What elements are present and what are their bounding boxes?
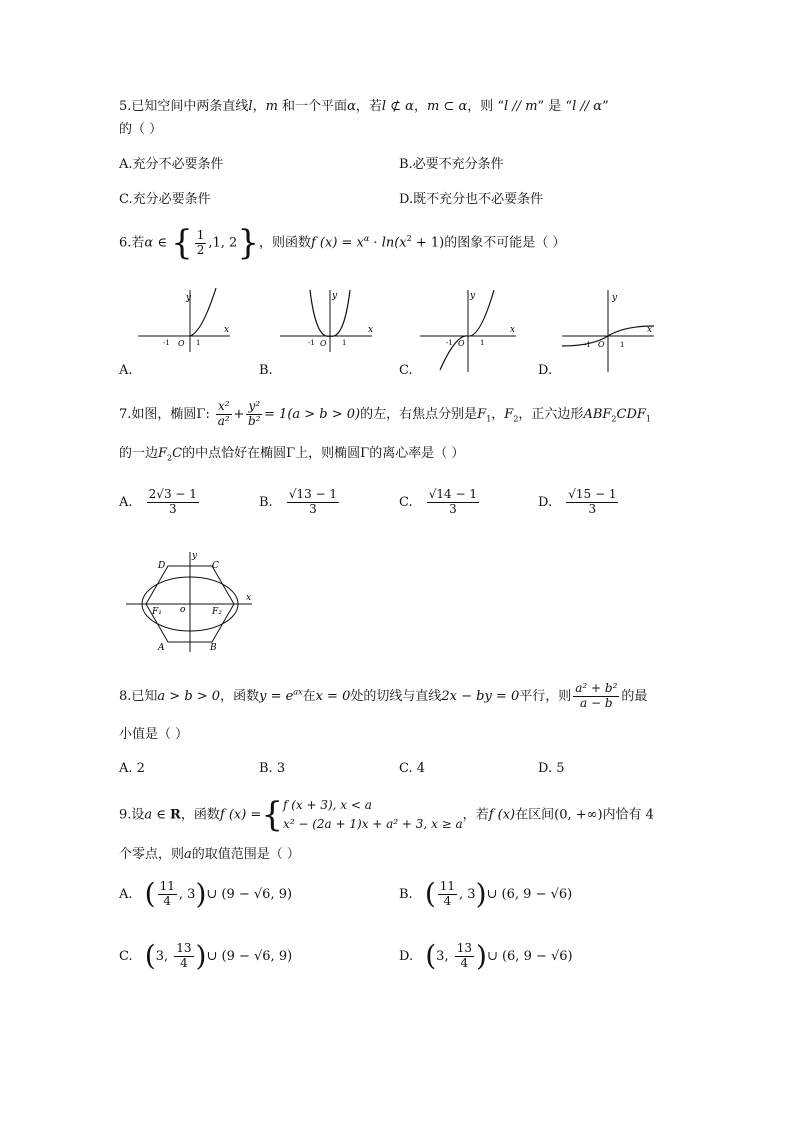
q5-sep: ，: [252, 99, 266, 114]
x-label: x: [510, 325, 516, 335]
y-label: y: [470, 291, 476, 301]
q7-line2-text2: 的中点恰好在椭圆: [182, 446, 287, 461]
q7-option-a-den: 3: [168, 501, 177, 516]
fig-y-label: y: [192, 551, 198, 561]
q9-text3: ，若: [462, 807, 489, 823]
q9-option-d-tail: ∪ (6, 9 − √6): [486, 948, 573, 964]
q7-line2: [119, 447, 464, 463]
q6-frac-den: 2: [196, 242, 205, 257]
q9-option-b-label: B.: [399, 886, 413, 902]
y-label: y: [612, 293, 618, 303]
q9-option-a-paren-open: (: [144, 877, 156, 911]
tick-pos: 1: [342, 339, 347, 347]
q7-hex-sub2: 1: [645, 414, 651, 424]
q6-end: 的图象不可能是（ ）: [444, 235, 566, 251]
curve: [440, 290, 494, 370]
q7-line2-text: 的一边: [119, 446, 159, 461]
q9-option-a-den: 4: [163, 893, 172, 908]
q8-option-c[interactable]: C. 4: [399, 761, 426, 776]
q9-R: R: [170, 807, 181, 823]
q8-option-b[interactable]: B. 3: [259, 761, 286, 776]
q9-option-a-rest: , 3: [178, 886, 196, 902]
q9-case1: f (x + 3), x < a: [282, 798, 372, 812]
tick-neg: -1: [163, 339, 170, 347]
q7-fc2: C: [172, 446, 183, 461]
q6-graph-d[interactable]: [558, 284, 658, 374]
q7-option-c-label: C.: [399, 494, 413, 510]
q5-text3: ，若: [355, 99, 382, 114]
q9-text2: ，函数: [180, 807, 220, 823]
q9-line2-end: 的取值范围是（ ）: [191, 847, 300, 862]
x-label: x: [224, 325, 230, 335]
fig-label-d: D: [158, 561, 166, 571]
q5-text4: ，则 “: [467, 99, 505, 114]
q9-option-c-frac: [174, 942, 193, 971]
tick-pos: 1: [620, 341, 625, 349]
q7-option-a-frac: [147, 488, 199, 517]
fig-label-c: C: [212, 561, 219, 571]
q6-sup2: 2: [406, 234, 412, 244]
q7-line2-gamma2: Γ: [360, 446, 370, 461]
tick-neg: -1: [308, 339, 315, 347]
q6-func3: + 1): [411, 235, 445, 251]
q5-option-c[interactable]: C.充分必要条件: [119, 192, 211, 207]
q9-option-b[interactable]: [399, 877, 573, 911]
x-label: x: [647, 325, 653, 335]
q9-option-c-pre: 3,: [155, 948, 173, 964]
q5-cond2: m ⊂ α: [426, 99, 468, 114]
q7-line2-end: 的离心率是（ ）: [369, 446, 465, 461]
q9-a: a: [184, 847, 192, 862]
q9-option-c[interactable]: [119, 939, 293, 973]
q8-line2: 小值是（ ）: [119, 727, 189, 742]
q5-option-d[interactable]: D.既不充分也不必要条件: [399, 192, 544, 207]
q6-text2: ，则函数: [258, 235, 311, 251]
origin-label: O: [178, 339, 185, 348]
q8-cond: a > b > 0: [157, 688, 221, 704]
tick-neg: -1: [584, 341, 591, 349]
q7-f1: F: [477, 406, 487, 422]
q9-end: 内恰有 4: [602, 807, 654, 823]
q8-text: 8.已知: [119, 688, 158, 704]
q9-brace: {: [261, 795, 283, 836]
q7-option-b[interactable]: [259, 488, 341, 517]
q5-text2: 和一个平面: [277, 99, 348, 114]
q7-option-d-den: 3: [588, 501, 597, 516]
q6-graph-a[interactable]: [130, 284, 240, 354]
q8-text5: 平行，则: [519, 688, 572, 704]
q7-option-d-frac: [566, 488, 618, 517]
fig-label-a: A: [158, 643, 165, 653]
q8-frac-num: a² + b²: [575, 681, 618, 695]
q7-option-d[interactable]: [538, 488, 620, 517]
q9-option-a[interactable]: [119, 877, 293, 911]
q9-option-b-paren-close: ): [475, 877, 487, 911]
q9-option-b-paren-open: (: [424, 877, 436, 911]
q7-option-c-den: 3: [449, 501, 457, 516]
q7-f1-sub: 1: [486, 414, 492, 424]
q5-text: 5.已知空间中两条直线: [119, 99, 249, 114]
q5-option-a[interactable]: A.充分不必要条件: [119, 157, 224, 172]
q9-option-d-frac: [455, 942, 474, 971]
q7-eq: = 1(a > b > 0): [264, 406, 361, 422]
q7-plus: +: [233, 406, 245, 422]
q6-graph-c[interactable]: [412, 284, 522, 374]
q7-option-d-num: √15 − 1: [568, 487, 617, 501]
q9-option-c-label: C.: [119, 948, 133, 964]
q6-brace-left: {: [171, 223, 193, 263]
q6-stem: [119, 223, 566, 263]
q9-option-c-paren-close: ): [195, 939, 207, 973]
q9-fx2: f (x): [488, 807, 516, 823]
q9-cond: a ∈: [144, 807, 171, 823]
q9-option-d[interactable]: [399, 939, 573, 973]
q7-line2-gamma: Γ: [286, 446, 296, 461]
q9-option-c-num: 13: [176, 941, 192, 955]
q9-option-b-den: 4: [443, 893, 452, 908]
q9-stem: [119, 796, 654, 834]
q9-option-c-den: 4: [180, 955, 188, 970]
q5-option-b[interactable]: B.必要不充分条件: [399, 157, 504, 172]
q7-hex-sub: 2: [611, 414, 617, 424]
q8-text3: 在: [302, 688, 316, 704]
q7-f2: F: [504, 406, 514, 422]
q6-text: 6.若: [119, 235, 145, 251]
q9-text: 9.设: [119, 807, 145, 823]
q7-comma: ，: [491, 406, 505, 422]
q7-option-b-label: B.: [259, 494, 273, 510]
q7-colon: :: [205, 406, 214, 422]
q9-line2-text: 个零点，则: [119, 847, 185, 862]
q7-option-a-label: A.: [119, 494, 133, 510]
q9-option-b-frac: [438, 880, 457, 909]
q8-stem: [119, 682, 647, 711]
q6-frac: [195, 229, 207, 258]
q8-frac: [573, 682, 619, 711]
q7-frac-y: [246, 400, 262, 429]
q8-line: 2x − by = 0: [441, 688, 520, 704]
q9-option-d-paren-close: ): [476, 939, 487, 973]
q9-option-a-tail: ∪ (9 − √6, 9): [206, 886, 293, 902]
q7-option-b-frac: [287, 488, 339, 517]
q6-label-c: C.: [399, 363, 413, 378]
q7-option-a-num: 2√3 − 1: [148, 487, 197, 501]
q6-label-d: D.: [538, 363, 553, 378]
tick-neg: -1: [446, 339, 453, 347]
q8-x0: x = 0: [315, 688, 351, 704]
q9-option-a-num: 11: [159, 879, 175, 893]
q7-fc: F: [158, 446, 168, 461]
q5-q2: l // α: [572, 99, 603, 114]
q7-text3: ，正六边形: [518, 406, 584, 422]
tick-pos: 1: [480, 339, 485, 347]
q8-option-d[interactable]: D. 5: [538, 761, 565, 776]
q6-func: f (x) = x: [310, 235, 364, 251]
q9-text4: 在区间: [515, 807, 555, 823]
q8-option-a[interactable]: A. 2: [119, 761, 145, 776]
fig-label-b: B: [210, 643, 217, 653]
q8-text2: ，函数: [220, 688, 260, 704]
q6-label-a: A.: [119, 363, 133, 378]
q5-q1: l // m: [504, 99, 538, 114]
q9-option-c-paren-open: (: [144, 939, 156, 973]
q7-option-b-den: 3: [309, 501, 317, 516]
q7-f2-sub: 2: [513, 414, 519, 424]
q5-line2: 的（ ）: [119, 122, 163, 137]
q9-cases: [283, 796, 463, 834]
q9-option-d-num: 13: [456, 941, 472, 955]
q9-option-a-label: A.: [119, 886, 133, 902]
q6-brace-right: }: [237, 223, 259, 263]
q8-end: 的最: [621, 688, 648, 704]
q5-sep2: ，: [413, 99, 427, 114]
q9-option-d-label: D.: [399, 948, 414, 964]
q7-option-d-label: D.: [538, 494, 553, 510]
curve: [190, 288, 216, 336]
fig-label-f1: F₁: [152, 607, 162, 617]
q9-option-d-paren-open: (: [425, 939, 437, 973]
q8-text4: 处的切线与直线: [350, 688, 442, 704]
q6-sup: α: [363, 234, 370, 244]
origin-label: O: [458, 339, 465, 348]
q5-stem: [119, 100, 609, 113]
x-label: x: [368, 325, 374, 335]
q6-set-rest: ,1, 2: [208, 235, 238, 251]
q7-text2: 的左，右焦点分别是: [360, 406, 478, 422]
q7-gamma: Γ: [196, 406, 206, 422]
fig-origin: o: [180, 605, 186, 615]
q6-frac-num: 1: [196, 227, 205, 242]
q6-in: ∈: [153, 235, 172, 251]
fig-x-label: x: [246, 593, 252, 603]
q9-option-c-tail: ∪ (9 − √6, 9): [206, 948, 293, 964]
q6-func2: · ln(x: [369, 235, 407, 251]
q9-fx: f (x) =: [219, 807, 262, 823]
q6-graph-b[interactable]: [272, 284, 382, 354]
q6-alpha: α: [144, 235, 154, 251]
q9-option-d-pre: 3,: [436, 948, 453, 964]
q9-option-a-paren-close: ): [195, 877, 207, 911]
q8-sup: ax: [293, 687, 303, 697]
q7-figure: [122, 548, 264, 656]
q5-end: ”: [602, 99, 609, 114]
q7-line2-text3: 上，则椭圆: [295, 446, 361, 461]
q9-option-b-tail: ∪ (6, 9 − √6): [486, 886, 573, 902]
q7-option-a[interactable]: [119, 488, 201, 517]
q5-cond1: l ⊄ α: [381, 99, 414, 114]
q6-label-b: B.: [259, 363, 273, 378]
q7-fc-sub: 2: [167, 453, 173, 463]
q9-option-d-den: 4: [460, 955, 469, 970]
q5-l: l: [248, 99, 253, 114]
q7-y2: y²: [248, 399, 261, 413]
y-label: y: [332, 291, 338, 301]
tick-pos: 1: [196, 339, 201, 347]
q9-option-b-rest: , 3: [459, 886, 476, 902]
q7-option-c-frac: [427, 488, 479, 517]
q9-case2: x² − (2a + 1)x + a² + 3, x ≥ a: [282, 817, 463, 832]
q7-stem: [119, 400, 651, 429]
origin-label: O: [320, 339, 327, 348]
q7-hex2: CDF: [616, 406, 646, 422]
q7-option-c[interactable]: [399, 488, 481, 517]
q7-option-b-num: √13 − 1: [288, 487, 338, 501]
q9-interval: (0, +∞): [554, 807, 603, 823]
q7-hex: ABF: [583, 406, 612, 422]
q7-option-c-num: √14 − 1: [428, 487, 477, 501]
q7-b2: b²: [247, 413, 261, 428]
q8-frac-den: a − b: [580, 695, 613, 710]
fig-label-f2: F₂: [212, 607, 222, 617]
q5-alpha: α: [347, 99, 356, 114]
origin-label: O: [598, 340, 605, 349]
q9-line2: [119, 848, 300, 861]
q7-text: 7.如图，椭圆: [119, 406, 197, 422]
q5-text5: ” 是 “: [537, 99, 573, 114]
q9-option-a-frac: [158, 880, 177, 909]
q7-a2: a²: [217, 413, 230, 428]
q9-option-b-num: 11: [439, 879, 456, 893]
y-label: y: [186, 293, 192, 303]
q8-func: y = e: [259, 688, 294, 704]
q7-frac-x: [216, 400, 232, 429]
q7-x2: x²: [217, 399, 230, 413]
q5-m: m: [265, 99, 278, 114]
